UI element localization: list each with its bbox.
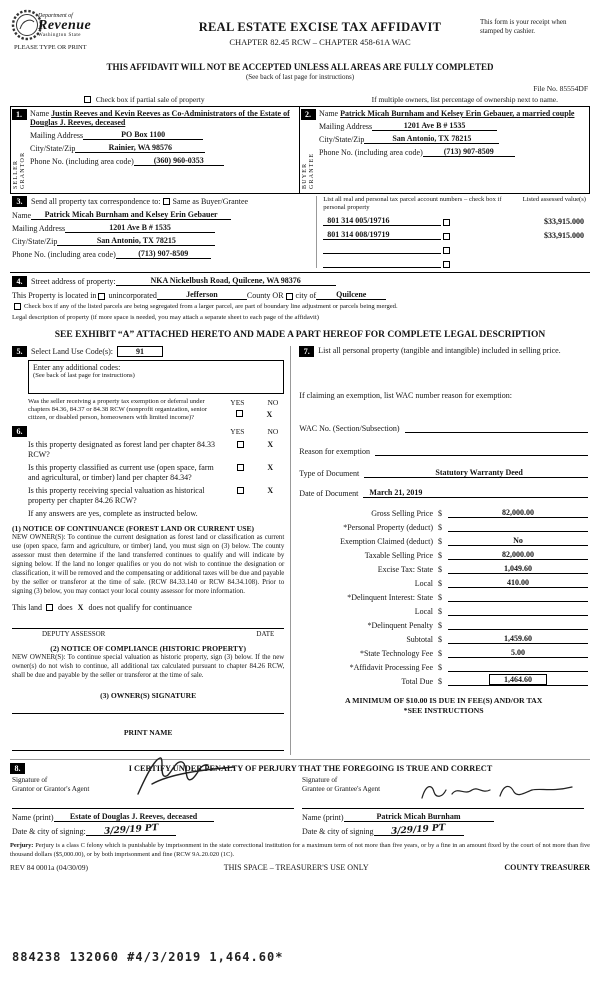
grantor-name-row — [12, 812, 294, 822]
personal-property-checkbox-1[interactable] — [443, 219, 450, 226]
legal-description-label: Legal description of property (if more space is needed, you may attach a separate sheet to each page of the affidavit) — [12, 314, 319, 322]
logo-washington-state: Washington State — [38, 32, 82, 38]
assessed-value: $33,915.000 — [544, 230, 584, 240]
section-4-number: 4. — [12, 276, 27, 287]
parcel-list — [316, 196, 586, 268]
section-1-seller — [10, 107, 300, 193]
compliance-text: NEW OWNER(S): To continue special valuation as historic property, sign (3) below. If the new owner(s) do not wish to continue, all additional tax calculated pursuant to chapter 84.26 RCW, shall be due and payable by the seller or transferor at the time of sale. — [12, 654, 285, 679]
logo-department-of: Department of — [38, 12, 73, 19]
corr-csz-label: City/State/Zip — [12, 237, 58, 246]
grantee-signature-block — [300, 776, 590, 836]
land-use-code-field[interactable]: 91 — [117, 346, 163, 357]
section-8-number: 8. — [10, 763, 25, 774]
segregated-row — [12, 303, 588, 311]
section-2-number: 2. — [301, 109, 316, 120]
partial-sale-checkbox[interactable] — [84, 96, 91, 103]
owners-signature-line[interactable] — [12, 700, 284, 714]
excise-state-field[interactable]: 1,049.60 — [448, 564, 588, 574]
grantor-signature-line[interactable] — [12, 793, 294, 809]
buyer-phone-field[interactable]: (713) 907-8509 — [423, 147, 515, 157]
file-number: File No. 85554DF — [533, 84, 588, 93]
total-due-field[interactable]: 1,464.60 — [448, 674, 588, 686]
perjury-notice — [10, 842, 590, 859]
doc-date-row — [299, 488, 588, 498]
grantor-sig-label-1: Signature of — [12, 775, 48, 784]
money-row-delinq-interest-local: Local $ — [299, 602, 588, 616]
compliance-title: (2) NOTICE OF COMPLIANCE (HISTORIC PROPERTY) — [50, 644, 246, 653]
cashier-stamp: 884238 132060 #4/3/2019 1,464.60* — [12, 950, 284, 964]
money-row-taxable: Taxable Selling Price $ 82,000.00 — [299, 546, 588, 560]
seller-phone-label: Phone No. (including area code) — [30, 157, 134, 166]
continuance-text: NEW OWNER(S): To continue the current designation as forest land or classification as current use (open space, farm and agriculture, or timber) land, you must sign on (3) below. The county assessor must then determine if the land transferred continues to qualify and will indicate by signing below. If the land no longer qualifies or you do not wish to continue the designation or classification, it will be removed and the compensating or additional taxes will be due and payable by the seller or transferor at the time of sale. (RCW 84.33.140 or RCW 84.34.108). Prior to signing (3) below, you may contact your local county assessor for more information. — [12, 534, 285, 596]
tax-exemption-question: Was the seller receiving a property tax exemption or deferral under chapters 84.36, 84.37 or 84.38 RCW (nonprofit organization, senior citizen, or disabled person, homeowners with limited income)? — [28, 397, 208, 421]
q6a-yes-checkbox[interactable] — [237, 441, 244, 448]
city-of-label: city of — [295, 290, 317, 300]
historic-property-question — [12, 486, 284, 506]
minimum-due-note: A MINIMUM OF $10.00 IS DUE IN FEE(S) AND/OR TAX — [344, 696, 543, 706]
section-1-number: 1. — [12, 109, 27, 120]
money-row-gross: Gross Selling Price $ 82,000.00 — [299, 504, 588, 518]
buyer-edge — [300, 109, 316, 189]
located-in-row — [12, 290, 588, 300]
answers-yes-note: If any answers are yes, complete as instructed below. — [28, 509, 198, 519]
q6c-yes-checkbox[interactable] — [237, 487, 244, 494]
current-use-question — [12, 463, 284, 483]
money-row-processing-fee: *Affidavit Processing Fee $ — [299, 658, 588, 672]
personal-property-row — [299, 346, 588, 357]
qualify-prefix: This land — [12, 603, 42, 612]
corr-mailing-row — [12, 223, 310, 233]
additional-codes-label: Enter any additional codes: — [33, 363, 121, 373]
money-row-subtotal: Subtotal $ 1,459.60 — [299, 630, 588, 644]
wac-row — [299, 424, 588, 433]
no-header: NO — [267, 427, 279, 437]
parcel-row — [323, 214, 586, 226]
seller-phone-row — [30, 156, 295, 166]
seller-mailing-label: Mailing Address — [30, 131, 84, 140]
logo-revenue: Revenue — [38, 17, 92, 33]
section-7 — [291, 346, 590, 719]
seller-mailing-row — [30, 130, 295, 140]
state-technology-fee-field[interactable]: 5.00 — [448, 648, 588, 658]
question-text: Is this property receiving special valuation as historical property per chapter 84.26 RCW? — [28, 486, 205, 506]
buyer-vertical-labels — [302, 120, 315, 189]
grantor-signature-block — [10, 776, 300, 836]
see-back-note: (See back of last page for instructions) — [245, 73, 355, 81]
buyer-name-label: Name — [319, 109, 339, 118]
parcel-number-field[interactable] — [323, 267, 441, 268]
buyer-mailing-label: Mailing Address — [319, 122, 373, 131]
corr-csz-row — [12, 236, 310, 246]
qualify-line — [12, 603, 284, 612]
partial-sale-label: Check box if partial sale of property — [95, 95, 205, 104]
grantee-date-label: Date & city of signing — [302, 827, 374, 837]
send-correspondence-label: Send all property tax correspondence to: — [31, 197, 161, 206]
owners-signature-label: (3) OWNER(S) SIGNATURE — [100, 690, 197, 700]
land-use-row — [12, 346, 284, 357]
see-instructions-note: *SEE INSTRUCTIONS — [403, 706, 484, 716]
located-prefix: This Property is located in — [12, 290, 97, 300]
q5-no-answer: X — [266, 409, 273, 419]
section-2-buyer — [300, 107, 590, 193]
multiple-owners-note: If multiple owners, list percentage of ownership next to name. — [371, 95, 558, 104]
wac-field[interactable] — [405, 432, 588, 433]
rev-number: REV 84 0001a (04/30/09) — [10, 862, 88, 872]
buyer-mailing-row — [319, 121, 585, 131]
section-8-certification — [10, 759, 590, 836]
seller-csz-field[interactable]: Rainier, WA 98576 — [75, 143, 205, 153]
exhibit-a-line: SEE EXHIBIT “A” ATTACHED HERETO AND MADE A PART HEREOF FOR COMPLETE LEGAL DESCRIPTION — [54, 330, 546, 341]
corr-name-row — [12, 210, 310, 220]
question-text: Is this property designated as forest land per chapter 84.33 RCW? — [28, 440, 216, 460]
personal-property-label: List all personal property (tangible and intangible) included in selling price. — [318, 346, 561, 356]
taxable-selling-price-field[interactable]: 82,000.00 — [448, 550, 588, 560]
lower-columns — [10, 346, 590, 755]
footer-row — [10, 863, 590, 872]
does-qualify-checkbox[interactable] — [46, 604, 53, 611]
buyer-phone-row — [319, 147, 585, 157]
grantee-name-label: Name (print) — [302, 813, 344, 823]
same-as-buyer-label: Same as Buyer/Grantee — [172, 197, 249, 206]
section-7-number: 7. — [299, 346, 314, 357]
assessed-value-header: Listed assessed value(s) — [522, 196, 586, 203]
form-title: REAL ESTATE EXCISE TAX AFFIDAVIT — [198, 20, 442, 34]
excise-local-field[interactable]: 410.00 — [448, 578, 588, 588]
grantee-sig-label-2: Grantee or Grantee's Agent — [302, 784, 381, 793]
money-row-tech-fee: *State Technology Fee $ 5.00 — [299, 644, 588, 658]
doc-date-label: Date of Document — [299, 489, 359, 499]
grantee-signature-line[interactable] — [302, 793, 584, 809]
money-row-excise-state: Excise Tax: State $ 1,049.60 — [299, 560, 588, 574]
gross-selling-price-field[interactable]: 82,000.00 — [448, 508, 588, 518]
wac-label: WAC No. (Section/Subsection) — [299, 424, 400, 434]
segregated-label: Check box if any of the listed parcels are being segregated from a larger parcel, are part of boundary line adjustment or parcels being merged. — [24, 302, 398, 310]
continuance-title: (1) NOTICE OF CONTINUANCE (FOREST LAND OR CURRENT USE) — [12, 524, 255, 534]
corr-phone-field[interactable]: (713) 907-8509 — [116, 249, 211, 259]
form-chapter: CHAPTER 82.45 RCW – CHAPTER 458-61A WAC — [229, 37, 411, 47]
grantee-date-row — [302, 825, 584, 836]
reason-label: Reason for exemption — [299, 447, 370, 457]
deputy-assessor-line — [12, 628, 284, 638]
warning-line: THIS AFFIDAVIT WILL NOT BE ACCEPTED UNLESS ALL AREAS ARE FULLY COMPLETED — [106, 62, 494, 72]
street-address-label: Street address of property: — [31, 276, 116, 286]
top-check-row — [10, 94, 590, 105]
corr-name-field[interactable]: Patrick Micah Burnham and Kelsey Erin Gebauer — [31, 210, 231, 220]
seller-name-row — [30, 109, 295, 127]
buyer-label: BUYER — [301, 162, 308, 189]
grantee-date-field[interactable]: 3/29/19 PT — [374, 825, 464, 836]
corr-phone-row — [12, 249, 310, 259]
section-6-number: 6. — [12, 426, 27, 437]
does-not-label: does not qualify for continuance — [88, 603, 192, 612]
county-field[interactable]: Jefferson — [157, 290, 247, 300]
parcel-number-field[interactable]: 801 314 005/19716 — [323, 216, 441, 226]
section-3-number: 3. — [12, 196, 27, 207]
grantor-label: GRANTOR — [19, 151, 26, 189]
parcel-row — [323, 228, 586, 240]
buyer-name-row — [319, 109, 585, 118]
codes-see-back: (See back of last page for instructions) — [33, 372, 135, 380]
does-label: does — [58, 603, 73, 612]
parcel-number-field[interactable] — [323, 253, 441, 254]
buyer-csz-label: City/State/Zip — [319, 135, 365, 144]
doc-type-label: Type of Document — [299, 469, 360, 479]
receipt-note: This form is your receipt when stamped by cashier. — [480, 18, 567, 35]
corr-name-label: Name — [12, 211, 32, 220]
county-treasurer-label: COUNTY TREASURER — [504, 862, 590, 872]
yes-header: YES — [230, 397, 245, 407]
seller-phone-field[interactable]: (360) 960-0353 — [134, 156, 224, 166]
q6c-no-answer: X — [267, 486, 274, 496]
buyer-name-value[interactable]: Patrick Micah Burnham and Kelsey Erin Gebauer, a married couple — [340, 109, 575, 118]
sections-5-6 — [10, 346, 291, 755]
assessed-value: $33,915.000 — [544, 216, 584, 226]
deputy-assessor-label: DEPUTY ASSESSOR — [42, 630, 106, 638]
seller-vertical-labels — [13, 120, 26, 189]
delinquent-interest-local-field[interactable] — [448, 615, 588, 616]
forest-land-question — [12, 440, 284, 460]
buyer-csz-field[interactable]: San Antonio, TX 78215 — [364, 134, 499, 144]
print-name-line[interactable] — [12, 737, 284, 751]
treasurer-space-label: THIS SPACE – TREASURER'S USE ONLY — [223, 862, 369, 872]
exemption-note: If claiming an exemption, list WAC number reason for exemption: — [299, 391, 512, 401]
q6a-no-answer: X — [267, 440, 274, 450]
parcel-row — [323, 242, 586, 254]
unincorporated-checkbox[interactable] — [98, 293, 105, 300]
money-row-personal: *Personal Property (deduct) $ — [299, 518, 588, 532]
land-use-label: Select Land Use Code(s): — [31, 347, 113, 357]
subtotal-field[interactable]: 1,459.60 — [448, 634, 588, 644]
section-4-property — [10, 273, 590, 340]
print-name-label: PRINT NAME — [123, 727, 173, 737]
grantor-name-field[interactable]: Estate of Douglas J. Reeves, deceased — [54, 812, 214, 822]
q6b-yes-checkbox[interactable] — [237, 464, 244, 471]
seller-edge — [11, 109, 27, 189]
date-label: DATE — [256, 630, 275, 638]
form-header — [10, 8, 590, 60]
parcel-row — [323, 256, 586, 268]
grantor-name-label: Name (print) — [12, 813, 54, 823]
buyer-mailing-field[interactable]: 1201 Ave B # 1535 — [372, 121, 497, 131]
please-type-or-print-label: PLEASE TYPE OR PRINT — [14, 44, 87, 51]
corr-mailing-label: Mailing Address — [12, 224, 66, 233]
money-row-excise-local: Local $ 410.00 — [299, 574, 588, 588]
seller-mailing-field[interactable]: PO Box 1100 — [83, 130, 203, 140]
reason-field[interactable] — [375, 455, 588, 456]
grantor-date-row — [12, 825, 294, 836]
seller-csz-row — [30, 143, 295, 153]
perjury-label: Perjury: — [10, 842, 34, 850]
section-3-correspondence — [10, 194, 590, 273]
grantee-name-field[interactable]: Patrick Micah Burnham — [344, 812, 494, 822]
affidavit-processing-fee-field[interactable] — [448, 671, 588, 672]
q6b-no-answer: X — [267, 463, 274, 473]
street-address-field[interactable]: NKA Nickelbush Road, Quilcene, WA 98376 — [116, 276, 336, 286]
section-6-header — [12, 426, 284, 437]
delinquent-interest-state-field[interactable] — [448, 601, 588, 602]
personal-property-deduct-field[interactable] — [448, 531, 588, 532]
logo-wordmark — [38, 13, 91, 38]
doc-type-field[interactable]: Statutory Warranty Deed — [364, 468, 588, 478]
seller-csz-label: City/State/Zip — [30, 144, 76, 153]
city-field[interactable]: Quilcene — [316, 290, 386, 300]
money-row-exemption: Exemption Claimed (deduct) $ No — [299, 532, 588, 546]
grantee-name-row — [302, 812, 584, 822]
seller-name-label: Name — [30, 109, 50, 118]
grantee-label: GRANTEE — [308, 152, 315, 189]
personal-property-checkbox-3[interactable] — [443, 247, 450, 254]
perjury-text: Perjury is a class C felony which is punishable by imprisonment in the state correctional institution for a maximum term of not more than five years, or by a fine in an amount fixed by the court of not more than five thousand dollars ($5,000.00), or by both imprisonment and fine (RCW 9A.20.020 (1C). — [10, 842, 590, 858]
section-5-question — [12, 398, 284, 423]
same-as-buyer-checkbox[interactable] — [163, 198, 170, 205]
exemption-claimed-field[interactable]: No — [448, 536, 588, 546]
money-row-delinq-penalty: *Delinquent Penalty $ — [299, 616, 588, 630]
correspondence-row — [12, 196, 310, 207]
title-block — [160, 8, 480, 47]
county-or-label: County OR — [246, 290, 284, 300]
delinquent-penalty-field[interactable] — [448, 629, 588, 630]
doc-type-row — [299, 468, 588, 478]
corr-csz-field[interactable]: San Antonio, TX 78215 — [57, 236, 215, 246]
seller-buyer-sections — [10, 106, 590, 194]
does-not-x: X — [77, 603, 84, 612]
personal-property-checkbox-2[interactable] — [443, 233, 450, 240]
grantor-sig-label-2: Grantor or Grantor's Agent — [12, 784, 90, 793]
personal-property-checkbox-4[interactable] — [443, 261, 450, 268]
grantor-date-label: Date & city of signing: — [12, 827, 86, 837]
unincorporated-label: unincorporated — [108, 290, 157, 300]
additional-codes-box — [28, 360, 284, 393]
segregated-checkbox[interactable] — [14, 303, 21, 310]
grantee-sig-label-1: Signature of — [302, 775, 338, 784]
no-header: NO — [267, 397, 279, 407]
dor-logo — [10, 8, 160, 60]
grantor-date-field[interactable]: 3/29/19 PT — [86, 825, 176, 836]
section-5-number: 5. — [12, 346, 27, 357]
seller-label: SELLER — [12, 159, 19, 189]
doc-date-field[interactable]: March 21, 2019 — [363, 488, 588, 498]
seller-name-value[interactable]: Justin Reeves and Kevin Reeves as Co-Administrators of the Estate of Douglas J. Reeves, deceased — [30, 109, 290, 127]
money-row-total-due: Total Due $ 1,464.60 — [299, 672, 588, 686]
reason-row — [299, 447, 588, 456]
corr-mailing-field[interactable]: 1201 Ave B # 1535 — [65, 223, 215, 233]
certify-statement: I CERTIFY UNDER PENALTY OF PERJURY THAT THE FOREGOING IS TRUE AND CORRECT — [128, 763, 493, 773]
city-checkbox[interactable] — [286, 293, 293, 300]
q5-yes-checkbox[interactable] — [236, 410, 243, 417]
corr-phone-label: Phone No. (including area code) — [12, 250, 116, 259]
yes-header: YES — [230, 427, 245, 437]
parcel-list-header: List all real and personal tax parcel account numbers – check box if personal property — [323, 196, 502, 211]
buyer-csz-row — [319, 134, 585, 144]
money-row-delinq-interest-state: *Delinquent Interest: State $ — [299, 588, 588, 602]
partial-sale-option — [12, 95, 205, 104]
buyer-phone-label: Phone No. (including area code) — [319, 148, 423, 157]
parcel-number-field[interactable]: 801 314 008/19719 — [323, 230, 441, 240]
street-address-row — [12, 276, 588, 287]
question-text: Is this property classified as current use (open space, farm and agricultural, or timber) land per chapter 84.34? — [28, 463, 214, 483]
